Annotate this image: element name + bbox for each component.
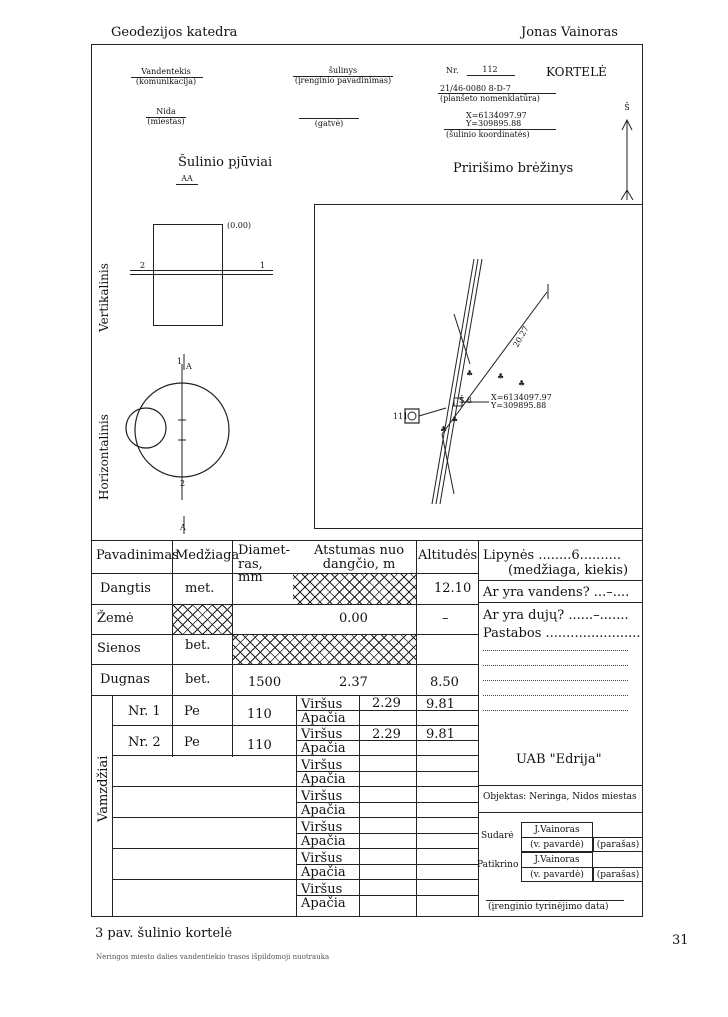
row-name: Dangtis bbox=[100, 581, 151, 596]
cut-name: AA bbox=[181, 174, 193, 183]
sketch-coord-y: Y=309895.88 bbox=[491, 401, 547, 410]
vertical-section bbox=[153, 224, 223, 326]
row-material: bet. bbox=[185, 672, 211, 687]
hatch-cell-sienos bbox=[233, 635, 416, 664]
city-caption: (miestas) bbox=[147, 117, 185, 126]
mark-1: 1 bbox=[260, 261, 266, 270]
checked-name-caption: (v. pavardė) bbox=[530, 870, 584, 880]
hatch-cell-dangtis bbox=[293, 574, 416, 604]
city-value: Nida bbox=[156, 107, 176, 116]
device-caption: (įrenginio pavadinimas) bbox=[294, 76, 392, 85]
row-material: bet. bbox=[185, 638, 211, 653]
sketch-tag: Š.8 bbox=[459, 396, 472, 405]
hatch-cell-zeme bbox=[173, 605, 232, 634]
header-altitude: Altitudės bbox=[418, 548, 478, 563]
nr-label: Nr. bbox=[446, 66, 459, 75]
company-name: UAB "Edrija" bbox=[516, 752, 602, 767]
row-altitude: 12.10 bbox=[434, 581, 472, 596]
pipe-material: Pe bbox=[184, 704, 200, 719]
pipe-nr: Nr. 2 bbox=[128, 735, 161, 750]
pipe-top-label: Viršus bbox=[301, 727, 343, 742]
header-diameter: Diamet- ras, mm bbox=[238, 543, 290, 586]
object-label: Objektas: Neringa, Nidos miestas bbox=[483, 792, 637, 802]
pipe-top-label: Viršus bbox=[301, 789, 343, 804]
row-name: Sienos bbox=[97, 641, 141, 656]
owner-caption: (komunikacija) bbox=[135, 77, 197, 86]
card-title: KORTELĖ bbox=[546, 65, 607, 79]
date-caption: (įrenginio tyrinėjimo data) bbox=[488, 902, 609, 912]
row-name: Dugnas bbox=[100, 672, 150, 687]
nomenclature: 21/46-0080 8-D-7 bbox=[440, 84, 511, 93]
row-altitude: 8.50 bbox=[430, 675, 459, 690]
pipe-diameter: 110 bbox=[247, 707, 272, 722]
made-name: J.Vainoras bbox=[534, 825, 580, 835]
level-label: (0.00) bbox=[227, 221, 252, 230]
street-caption: (gatvė) bbox=[314, 119, 344, 128]
nr-value: 112 bbox=[482, 65, 498, 74]
owner-value: Vandentekis bbox=[141, 67, 191, 76]
pipe-bottom-label: Apačia bbox=[301, 803, 346, 818]
mark-a: A bbox=[186, 362, 192, 371]
row-altitude: – bbox=[442, 611, 449, 626]
svg-text:♣: ♣ bbox=[440, 425, 448, 434]
header-name: Pavadinimas bbox=[96, 548, 179, 563]
pipe-material: Pe bbox=[184, 735, 200, 750]
row-distance: 0.00 bbox=[339, 611, 368, 626]
pipe-top-distance: 2.29 bbox=[372, 727, 401, 742]
pipe-top-altitude: 9.81 bbox=[426, 697, 455, 712]
mark-ab: A bbox=[180, 523, 186, 532]
header-material: Medžiaga bbox=[175, 548, 240, 563]
sketch-distance: 20.27 bbox=[511, 324, 531, 349]
water-question: Ar yra vandens? ...–.... bbox=[483, 585, 630, 600]
north-arrow-icon bbox=[617, 116, 637, 204]
pipe-top-label: Viršus bbox=[301, 882, 343, 897]
pipe-top-label: Viršus bbox=[301, 697, 343, 712]
device-value: šulinys bbox=[328, 66, 358, 75]
vertical-label: Vertikalinis bbox=[97, 263, 111, 332]
made-name-caption: (v. pavardė) bbox=[530, 840, 584, 850]
svg-text:♣: ♣ bbox=[466, 369, 474, 378]
ladders: Lipynės ........6.......... bbox=[483, 548, 621, 563]
pipe-top-label: Viršus bbox=[301, 758, 343, 773]
page-number: 31 bbox=[672, 933, 689, 948]
svg-text:♣: ♣ bbox=[518, 379, 526, 388]
header-left: Geodezijos katedra bbox=[111, 25, 238, 40]
binding-title: Pririšimo brėžinys bbox=[453, 161, 574, 176]
card-coord-x: X=6134097.97 bbox=[466, 111, 527, 120]
horizontal-label: Horizontalinis bbox=[97, 414, 111, 500]
made-label: Sudarė bbox=[481, 831, 514, 841]
gas-question: Ar yra dujų? ......–....... bbox=[483, 608, 629, 623]
cuts-title: Šulinio pjūviai bbox=[178, 155, 273, 170]
row-name: Žemė bbox=[97, 611, 134, 626]
pipe-bottom-label: Apačia bbox=[301, 772, 346, 787]
nomenclature-caption: (planšeto nomenklatūra) bbox=[440, 94, 540, 103]
card-coord-y: Y=309895.88 bbox=[466, 119, 522, 128]
pipe-top-altitude: 9.81 bbox=[426, 727, 455, 742]
row-distance: 2.37 bbox=[339, 675, 368, 690]
pipe-diameter: 110 bbox=[247, 738, 272, 753]
sketch-coord-x: X=6134097.97 bbox=[491, 393, 552, 402]
checked-sign-caption: (parašas) bbox=[596, 870, 640, 880]
svg-text:♣: ♣ bbox=[497, 372, 505, 381]
made-sign-caption: (parašas) bbox=[596, 840, 640, 850]
mark-1b: 1 bbox=[177, 357, 183, 366]
horizontal-section bbox=[110, 350, 250, 540]
remarks: Pastabos ....................... bbox=[483, 626, 641, 641]
checked-name: J.Vainoras bbox=[534, 855, 580, 865]
binding-sketch bbox=[314, 204, 643, 529]
mark-2b: 2 bbox=[180, 479, 186, 488]
pipe-bottom-label: Apačia bbox=[301, 834, 346, 849]
header-right: Jonas Vainoras bbox=[521, 25, 618, 40]
sketch-well-no: 111 bbox=[393, 412, 409, 421]
pipe-nr: Nr. 1 bbox=[128, 704, 161, 719]
pipe-bottom-label: Apačia bbox=[301, 896, 346, 911]
svg-text:♣: ♣ bbox=[451, 415, 459, 424]
pipes-label: Vamzdžiai bbox=[96, 755, 111, 822]
pipe-bottom-label: Apačia bbox=[301, 865, 346, 880]
pipe-bottom-label: Apačia bbox=[301, 711, 346, 726]
header-distance: Atstumas nuo dangčio, m bbox=[313, 543, 405, 572]
figure-caption: 3 pav. šulinio kortelė bbox=[95, 926, 233, 941]
row-diameter: 1500 bbox=[248, 675, 282, 690]
pipe-top-distance: 2.29 bbox=[372, 696, 401, 711]
checked-label: Patikrino bbox=[477, 860, 519, 870]
north-label: Š bbox=[624, 103, 630, 112]
row-material: met. bbox=[185, 581, 215, 596]
coord-caption: (šulinio koordinatės) bbox=[446, 130, 530, 139]
pipe-bottom-label: Apačia bbox=[301, 741, 346, 756]
pipe-top-label: Viršus bbox=[301, 851, 343, 866]
pipe-top-label: Viršus bbox=[301, 820, 343, 835]
footer-note: Neringos miesto dalies vandentiekio trasos išpildomoji nuotrauka bbox=[96, 953, 330, 961]
ladders-sub: (medžiaga, kiekis) bbox=[508, 563, 629, 578]
mark-2: 2 bbox=[140, 261, 146, 270]
